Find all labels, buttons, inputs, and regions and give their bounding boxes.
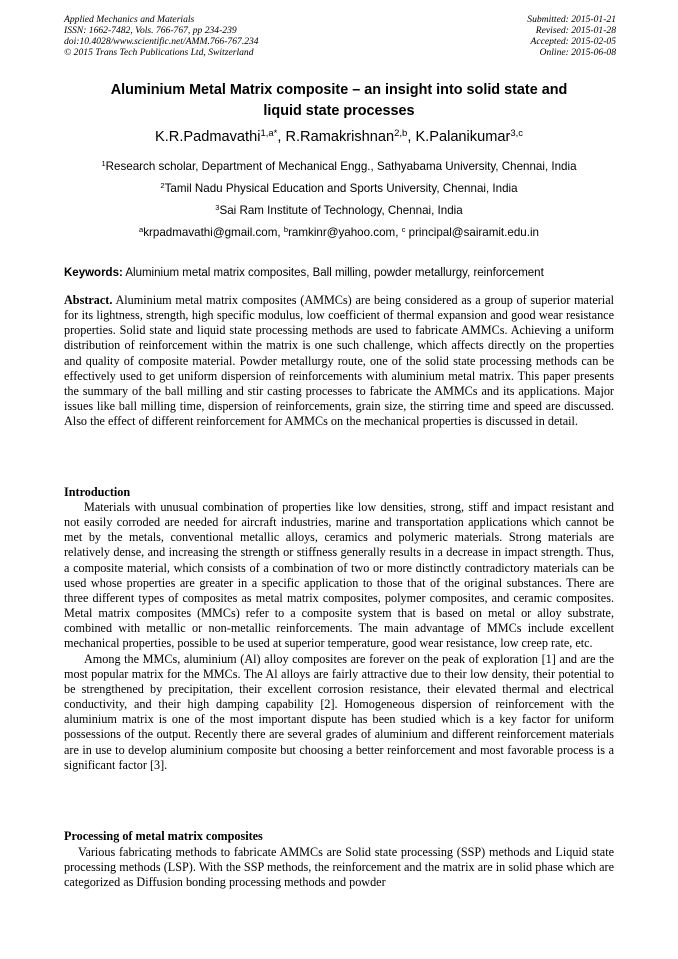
processing-paragraph-1: Various fabricating methods to fabricate AMMCs are Solid state processing (SSP) methods and Liquid state processing methods (LSP). With the SSP methods, the reinforcement and the matrix are in solid phase which are categorized as Diffusion bonding processing methods and powder	[64, 845, 614, 890]
author-1: K.R.Padmavathi	[155, 129, 261, 145]
email-text[interactable]: krpadmavathi@gmail.com,	[143, 226, 284, 239]
title-line-1: Aluminium Metal Matrix composite – an insight into solid state and	[110, 82, 568, 98]
affiliation-2	[40, 181, 638, 197]
abstract-paragraph	[64, 293, 614, 429]
issn-line: ISSN: 1662-7482, Vols. 766-767, pp 234-239	[64, 25, 237, 36]
email-marker: c	[401, 224, 406, 234]
abstract-text: Aluminium metal matrix composites (AMMCs) are being considered as a group of superior material for its lightness, strength, high specific modulus, low coefficient of thermal expansion and good wear resistance properties. Solid state and liquid state processing methods are used to fabricate AMMCs. Achieving a uniform distribution of reinforcement within the matrix is one such challenge, which affects directly on the properties and quality of composite material. Powder metallurgy route, one of the solid state processing methods can be effectively used to get uniform dispersion of reinforcements with aluminium metal matrix. This paper presents the summary of the ball milling and stir casting processes to fabricate the AMMCs and its applications. Major issues like ball milling time, dispersion of reinforcements, grain size, the stirring time and speed are discussed. Also the effect of different reinforcement for AMMCs on the mechanical properties is discussed in detail.	[64, 293, 614, 429]
revised-date: Revised: 2015-01-28	[535, 25, 616, 36]
introduction-heading: Introduction	[64, 485, 131, 499]
email-marker: b	[283, 224, 289, 234]
affiliation-marker: 2	[160, 180, 165, 190]
affiliation-text: Tamil Nadu Physical Education and Sports University, Chennai, India	[164, 182, 518, 195]
title-line-2: liquid state processes	[263, 103, 415, 119]
email-text[interactable]: ramkinr@yahoo.com,	[288, 226, 402, 239]
online-date: Online: 2015-06-08	[539, 47, 616, 58]
journal-info-header	[64, 14, 364, 58]
affiliation-marker: 3	[215, 202, 220, 212]
doi-line: doi:10.4028/www.scientific.net/AMM.766-767.234	[64, 36, 259, 47]
submitted-date: Submitted: 2015-01-21	[527, 14, 616, 25]
dates-header	[366, 14, 616, 58]
keywords-line	[64, 265, 624, 281]
keywords-label: Keywords:	[64, 267, 123, 279]
affiliation-text: Research scholar, Department of Mechanical Engg., Sathyabama University, Chennai, India	[105, 160, 577, 173]
author-emails	[40, 225, 638, 241]
affiliation-3	[40, 203, 638, 219]
accepted-date: Accepted: 2015-02-05	[530, 36, 616, 47]
author-separator: ,	[277, 129, 286, 145]
email-text[interactable]: principal@sairamit.edu.in	[405, 226, 539, 239]
introduction-paragraph-2: Among the MMCs, aluminium (Al) alloy composites are forever on the peak of exploration [1] and are the most popular matrix for the MMCs. The Al alloys are fairly attractive due to their low density, their potential to be strengthened by precipitation, their excellent corrosion resistance, their elevated thermal and electrical conductivity, and their high damping capability [2]. Homogeneous dispersion of reinforcement with the aluminium matrix is one of the most important dispute has been studied which is a key factor for uniform possessions of the output. Recently there are several grades of aluminium and different reinforcement materials are in use to develop aluminium composite but choosing a better reinforcement and most favorable process is a significant factor [3].	[64, 651, 614, 772]
author-2: R.Ramakrishnan	[285, 129, 395, 145]
copyright-line: © 2015 Trans Tech Publications Ltd, Switzerland	[64, 47, 254, 58]
affiliation-text: Sai Ram Institute of Technology, Chennai, India	[219, 204, 463, 217]
author-2-marker: 2,b	[394, 127, 408, 139]
processing-heading: Processing of metal matrix composites	[64, 829, 263, 843]
author-1-marker: 1,a*	[260, 127, 278, 139]
abstract-section	[64, 293, 614, 429]
processing-section	[64, 845, 614, 890]
paper-title	[60, 80, 618, 122]
author-separator: ,	[407, 129, 416, 145]
affiliation-1	[40, 159, 638, 175]
keywords-text: Aluminium metal matrix composites, Ball milling, powder metallurgy, reinforcement	[122, 267, 544, 279]
introduction-paragraph-1: Materials with unusual combination of properties like low densities, strong, stiff and impact resistant and not easily corroded are needed for aircraft industries, marine and transportation applications which cannot be met by the metals, conventional metallic alloys, ceramics and polymeric materials. Strong materials are relatively dense, and increasing the strength or stiffness generally results in a decrease in impact strength. Thus, a composite material, which consists of a combination of two or more distinctly contradictory materials can be used whose properties are greater in a specific application to those that of the original substances. There are three different types of composites as metal matrix composites, polymer composites, and ceramic composites. Metal matrix composites (MMCs) refer to a composite system that is based on metal or alloy substrate, combined with metallic or non-metallic reinforcements. The main advantage of MMCs include excellent mechanical properties, possible to be used at superior temperature, good wear resistance, low creep rate, etc.	[64, 500, 614, 651]
author-3: K.Palanikumar	[415, 129, 511, 145]
affiliation-marker: 1	[101, 158, 106, 168]
author-3-marker: 3,c	[510, 127, 523, 139]
author-list	[40, 128, 638, 146]
email-marker: a	[139, 224, 144, 234]
introduction-section	[64, 500, 614, 773]
journal-name: Applied Mechanics and Materials	[64, 14, 195, 25]
abstract-label: Abstract.	[64, 293, 113, 307]
